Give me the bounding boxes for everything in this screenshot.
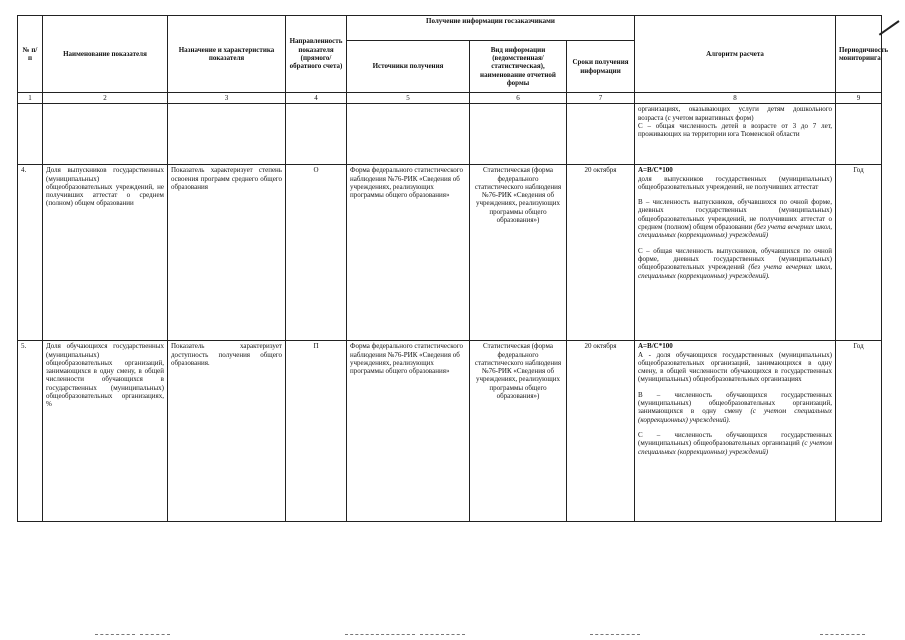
- monitoring-period: Год: [836, 165, 882, 341]
- header-source: Источники получения: [347, 41, 470, 93]
- col-number: 9: [836, 93, 882, 104]
- col-number: 4: [286, 93, 347, 104]
- table-row: [18, 165, 882, 341]
- row-num: 5.: [18, 341, 43, 522]
- info-deadline: 20 октября: [567, 165, 635, 341]
- info-source: Форма федерального статистического наблюдения №76-РИК «Сведения об учреждениях, реализующих программы общего образования»: [347, 341, 470, 522]
- continuation-algorithm: [635, 104, 836, 165]
- continuation-line: С – общая численность детей в возрасте от 3 до 7 лет, проживающих на территории юга Тюменской области: [638, 121, 832, 139]
- indicator-name: Доля обучающихся государственных (муниципальных) общеобразовательных организаций, занимающихся в одну смену, в общей численности обучающихся в государственных (муниципальных) общеобразовательных организациях, %: [43, 341, 168, 522]
- col-number: 6: [470, 93, 567, 104]
- formula: А=В/С*100: [638, 166, 673, 175]
- indicator-name: Доля выпускников государственных (муниципальных) общеобразовательных учреждений, не получивших аттестат о среднем (полном) общем образовании: [43, 165, 168, 341]
- formula: А=В/С*100: [638, 342, 673, 351]
- column-number-row: [18, 93, 882, 104]
- header-purpose: Назначение и характеристика показателя: [168, 16, 286, 93]
- header-direction: Направленность показателя (прямого/обратного счета): [286, 16, 347, 93]
- a-definition: доля выпускников государственных (муниципальных) общеобразовательных учреждений, не получивших аттестат: [638, 174, 832, 191]
- a-definition: А - доля обучающихся государственных (муниципальных) общеобразовательных организаций, занимающихся в одну смену, в общей численности обучающихся в государственных (муниципальных) общеобразовательных организациях: [638, 350, 832, 384]
- info-type: Статистическая (форма федерального статистического наблюдения №76-РИК «Сведения об учреждениях, реализующих программы общего образования»): [470, 341, 567, 522]
- col-number: 5: [347, 93, 470, 104]
- col-number: 3: [168, 93, 286, 104]
- header-info-group: Получение информации госзаказчиками: [347, 16, 635, 41]
- indicator-direction: О: [286, 165, 347, 341]
- footer-scan-marks: [0, 624, 905, 638]
- c-note: (без учета вечерних школ, специальных (коррекционных) учреждений).: [638, 263, 833, 280]
- c-definition: С – численность обучающихся государственных (муниципальных) общеобразовательных организаций: [638, 430, 832, 448]
- algorithm-cell: [635, 165, 836, 341]
- header-name: Наименование показателя: [43, 16, 168, 93]
- table-row: [18, 341, 882, 522]
- info-deadline: 20 октября: [567, 341, 635, 522]
- header-num: № п/п: [18, 16, 43, 93]
- b-note: (с учетом специальных (коррекционных) учреждений).: [638, 407, 832, 424]
- col-number: 1: [18, 93, 43, 104]
- b-note: (без учета вечерних школ, специальных (коррекционных) учреждений): [638, 223, 833, 240]
- indicator-direction: П: [286, 341, 347, 522]
- continuation-line: организациях, оказывающих услуги детям дошкольного возраста (с учетом вариативных форм): [638, 105, 832, 122]
- col-number: 2: [43, 93, 168, 104]
- col-number: 8: [635, 93, 836, 104]
- header-algorithm: Алгоритм расчета: [635, 16, 836, 93]
- continuation-row: [18, 104, 882, 165]
- indicator-purpose: Показатель характеризует доступность получения общего образования.: [168, 341, 286, 522]
- c-definition: С – общая численность выпускников, обучавшихся по очной форме, дневных государственных (муниципальных) общеобразовательных учреждений: [638, 246, 832, 272]
- header-info-type: Вид информации (ведомственная/ статистическая), наименование отчетной формы: [470, 41, 567, 93]
- algorithm-cell: [635, 341, 836, 522]
- header-period: Периодичность мониторинга: [836, 16, 882, 93]
- c-note: (с учетом специальных (коррекционных) учреждений): [638, 439, 832, 456]
- header-deadline: Сроки получения информации: [567, 41, 635, 93]
- col-number: 7: [567, 93, 635, 104]
- b-definition: В – численность обучающихся государственных (муниципальных) общеобразовательных организаций, занимающихся в одну смену: [638, 390, 832, 416]
- indicator-purpose: Показатель характеризует степень освоения программ среднего общего образования: [168, 165, 286, 341]
- b-definition: В – численность выпускников, обучавшихся по очной форме, дневных государственных (муниципальных) общеобразовательных учреждений, не получивших аттестат о среднем (полном) общем образовании: [638, 198, 832, 232]
- row-num: 4.: [18, 165, 43, 341]
- info-type: Статистическая (форма федерального статистического наблюдения №76-РИК «Сведения об учреждениях, реализующих программы общего образования»): [470, 165, 567, 341]
- indicator-table: [17, 15, 889, 522]
- info-source: Форма федерального статистического наблюдения №76-РИК «Сведения об учреждениях, реализующих программы общего образования»: [347, 165, 470, 341]
- monitoring-period: Год: [836, 341, 882, 522]
